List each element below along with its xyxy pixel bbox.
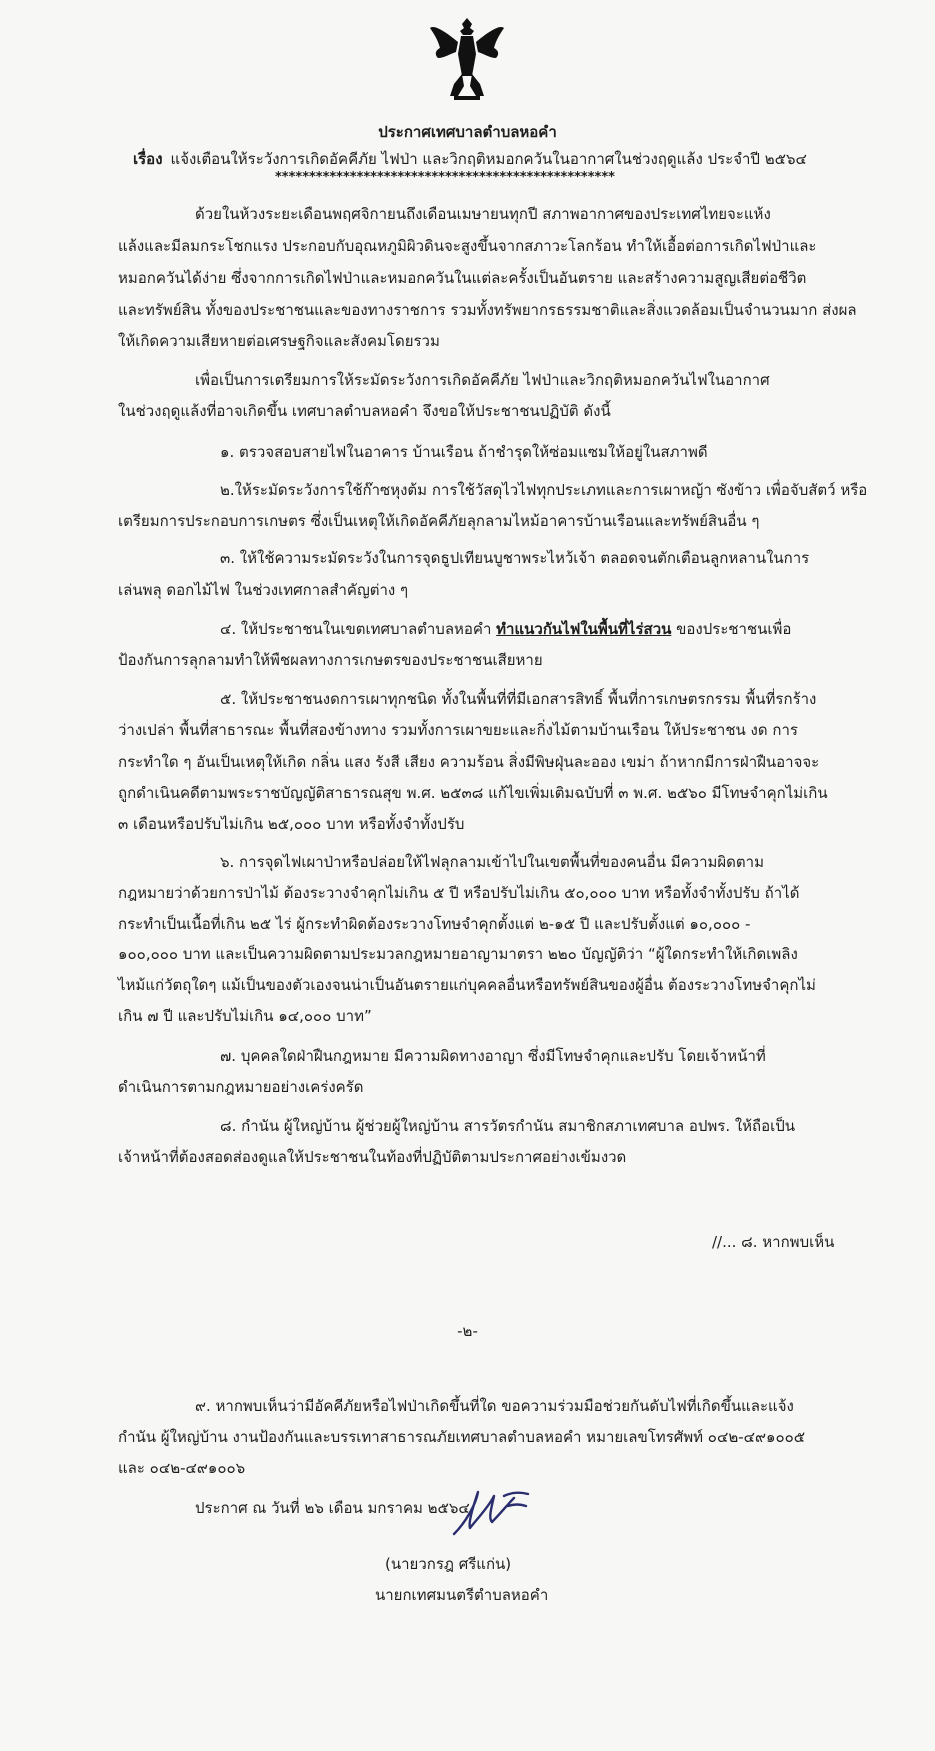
item4-line: ป้องกันการลุกลามทำให้พืชผลทางการเกษตรของประชาชนเสียหาย [118,651,543,669]
announce-date: ประกาศ ณ วันที่ ๒๖ เดือน มกราคม ๒๕๖๔ [195,1499,470,1517]
item5-line: ถูกดำเนินคดีตามพระราชบัญญัติสาธารณสุข พ.ศ. ๒๕๓๘ แก้ไขเพิ่มเติมฉบับที่ ๓ พ.ศ. ๒๕๖๐ มีโทษจำคุกไม่เกิน [118,784,828,802]
para1-line: และทรัพย์สิน ทั้งของประชาชนและของทางราชการ รวมทั้งทรัพยากรธรรมชาติและสิ่งแวดล้อมเป็นจำนวนมาก ส่งผล [118,301,857,319]
item8-line: เจ้าหน้าที่ต้องสอดส่องดูแลให้ประชาชนในท้องที่ปฏิบัติตามประกาศอย่างเข้มงวด [118,1148,627,1166]
item6-line: ๑๐๐,๐๐๐ บาท และเป็นความผิดตามประมวลกฎหมายอาญามาตรา ๒๒๐ บัญญัติว่า “ผู้ใดกระทำให้เกิดเพลิง [118,945,798,963]
para1-line: หมอกควันได้ง่าย ซึ่งจากการเกิดไฟป่าและหมอกควันในแต่ละครั้งเป็นอันตราย และสร้างความสูญเสียต่อชีวิต [118,269,807,287]
subject-text: แจ้งเตือนให้ระวังการเกิดอัคคีภัย ไฟป่า และวิกฤติหมอกควันในอากาศในช่วงฤดูแล้ง ประจำปี ๒๕๖๔ [170,150,807,168]
item4-line [220,619,791,639]
subject-label: เรื่อง [133,150,163,168]
separator-stars: ************************************************** [275,170,615,185]
item9-line: ๙. หากพบเห็นว่ามีอัคคีภัยหรือไฟป่าเกิดขึ้นที่ใด ขอความร่วมมือช่วยกันดับไฟที่เกิดขึ้นและแจ้ง [195,1397,794,1415]
item5-line: ๓ เดือนหรือปรับไม่เกิน ๒๕,๐๐๐ บาท หรือทั้งจำทั้งปรับ [118,815,465,833]
item5-line: กระทำใด ๆ อันเป็นเหตุให้เกิด กลิ่น แสง รังสี เสียง ความร้อน สิ่งมีพิษฝุ่นละออง เขม่า ถ้าหากมีการฝ่าฝืนอาจจะ [118,753,820,771]
signer-name: (นายวกรฎ ศรีแก่น) [385,1555,512,1573]
item7-line: ๗. บุคคลใดฝ่าฝืนกฎหมาย มีความผิดทางอาญา ซึ่งมีโทษจำคุกและปรับ โดยเจ้าหน้าที่ [220,1047,766,1065]
continued-marker: //... ๘. หากพบเห็น [712,1233,835,1251]
announcement-title: ประกาศเทศบาลตำบลหอคำ [378,123,557,141]
item1-line: ๑. ตรวจสอบสายไฟในอาคาร บ้านเรือน ถ้าชำรุดให้ซ่อมแซมให้อยู่ในสภาพดี [220,443,708,461]
garuda-emblem-icon [428,14,506,100]
subject-line [133,147,807,171]
item5-line: ว่างเปล่า พื้นที่สาธารณะ พื้นที่สองข้างทาง รวมทั้งการเผาขยะและกิ่งไม้ตามบ้านเรือน ให้ประชาชน งด การ [118,721,798,739]
signer-position: นายกเทศมนตรีตำบลหอคำ [375,1586,549,1604]
item2-line: เตรียมการประกอบการเกษตร ซึ่งเป็นเหตุให้เกิดอัคคีภัยลุกลามไหม้อาคารบ้านเรือนและทรัพย์สินอื่น ๆ [118,512,760,530]
item6-line: ๖. การจุดไฟเผาป่าหรือปล่อยให้ไฟลุกลามเข้าไปในเขตพื้นที่ของคนอื่น มีความผิดตาม [220,853,764,871]
item9-line: และ ๐๔๒-๔๙๑๐๐๖ [118,1459,246,1477]
item4-prefix: ๔. ให้ประชาชนในเขตเทศบาลตำบลหอคำ [220,620,492,638]
item3-line: ๓. ให้ใช้ความระมัดระวังในการจุดธูปเทียนบูชาพระไหว้เจ้า ตลอดจนตักเตือนลูกหลานในการ [220,549,810,567]
item4-emphasis: ทำแนวกันไฟในพื้นที่ไร่สวน [496,620,672,638]
item8-line: ๘. กำนัน ผู้ใหญ่บ้าน ผู้ช่วยผู้ใหญ่บ้าน สารวัตรกำนัน สมาชิกสภาเทศบาล อปพร. ให้ถือเป็น [220,1117,796,1135]
page-number: -๒- [457,1322,478,1340]
item7-line: ดำเนินการตามกฎหมายอย่างเคร่งครัด [118,1078,364,1096]
item6-line: กฎหมายว่าด้วยการป่าไม้ ต้องระวางจำคุกไม่เกิน ๕ ปี หรือปรับไม่เกิน ๕๐,๐๐๐ บาท หรือทั้งจำทั้งปรับ ถ้าได้ [118,884,800,902]
item4-suffix: ของประชาชนเพื่อ [676,620,792,638]
item2-line: ๒.ให้ระมัดระวังการใช้ก๊าซหุงต้ม การใช้วัสดุไวไฟทุกประเภทและการเผาหญ้า ซังข้าว เพื่อจับสัตว์ หรือ [220,481,868,499]
para2-line: เพื่อเป็นการเตรียมการให้ระมัดระวังการเกิดอัคคีภัย ไฟป่าและวิกฤติหมอกควันไฟในอากาศ [195,371,770,389]
para1-line: แล้งและมีลมกระโชกแรง ประกอบกับอุณหภูมิผิวดินจะสูงขึ้นจากสภาวะโลกร้อน ทำให้เอื้อต่อการเกิดไฟป่าและ [118,237,817,255]
signature [448,1482,536,1540]
item6-line: ไหม้แก่วัตถุใดๆ แม้เป็นของตัวเองจนน่าเป็นอันตรายแก่บุคคลอื่นหรือทรัพย์สินของผู้อื่น ต้องระวางโทษจำคุกไม่ [118,976,816,994]
para2-line: ในช่วงฤดูแล้งที่อาจเกิดขึ้น เทศบาลตำบลหอคำ จึงขอให้ประชาชนปฏิบัติ ดังนี้ [118,402,611,420]
para1-line: ให้เกิดความเสียหายต่อเศรษฐกิจและสังคมโดยรวม [118,332,440,350]
item9-line: กำนัน ผู้ใหญ่บ้าน งานป้องกันและบรรเทาสาธารณภัยเทศบาลตำบลหอคำ หมายเลขโทรศัพท์ ๐๔๒-๔๙๑๐๐๕ [118,1428,806,1446]
para1-line: ด้วยในห้วงระยะเดือนพฤศจิกายนถึงเดือนเมษายนทุกปี สภาพอากาศของประเทศไทยจะแห้ง [195,205,771,223]
item3-line: เล่นพลุ ดอกไม้ไฟ ในช่วงเทศกาลสำคัญต่าง ๆ [118,581,409,599]
item6-line: เกิน ๗ ปี และปรับไม่เกิน ๑๔,๐๐๐ บาท” [118,1007,372,1025]
item6-line: กระทำเป็นเนื้อที่เกิน ๒๕ ไร่ ผู้กระทำผิดต้องระวางโทษจำคุกตั้งแต่ ๒-๑๕ ปี และปรับตั้งแต่ ๑๐,๐๐๐ - [118,915,751,933]
item5-line: ๕. ให้ประชาชนงดการเผาทุกชนิด ทั้งในพื้นที่ที่มีเอกสารสิทธิ์ พื้นที่การเกษตรกรรม พื้นที่รกร้าง [220,690,817,708]
